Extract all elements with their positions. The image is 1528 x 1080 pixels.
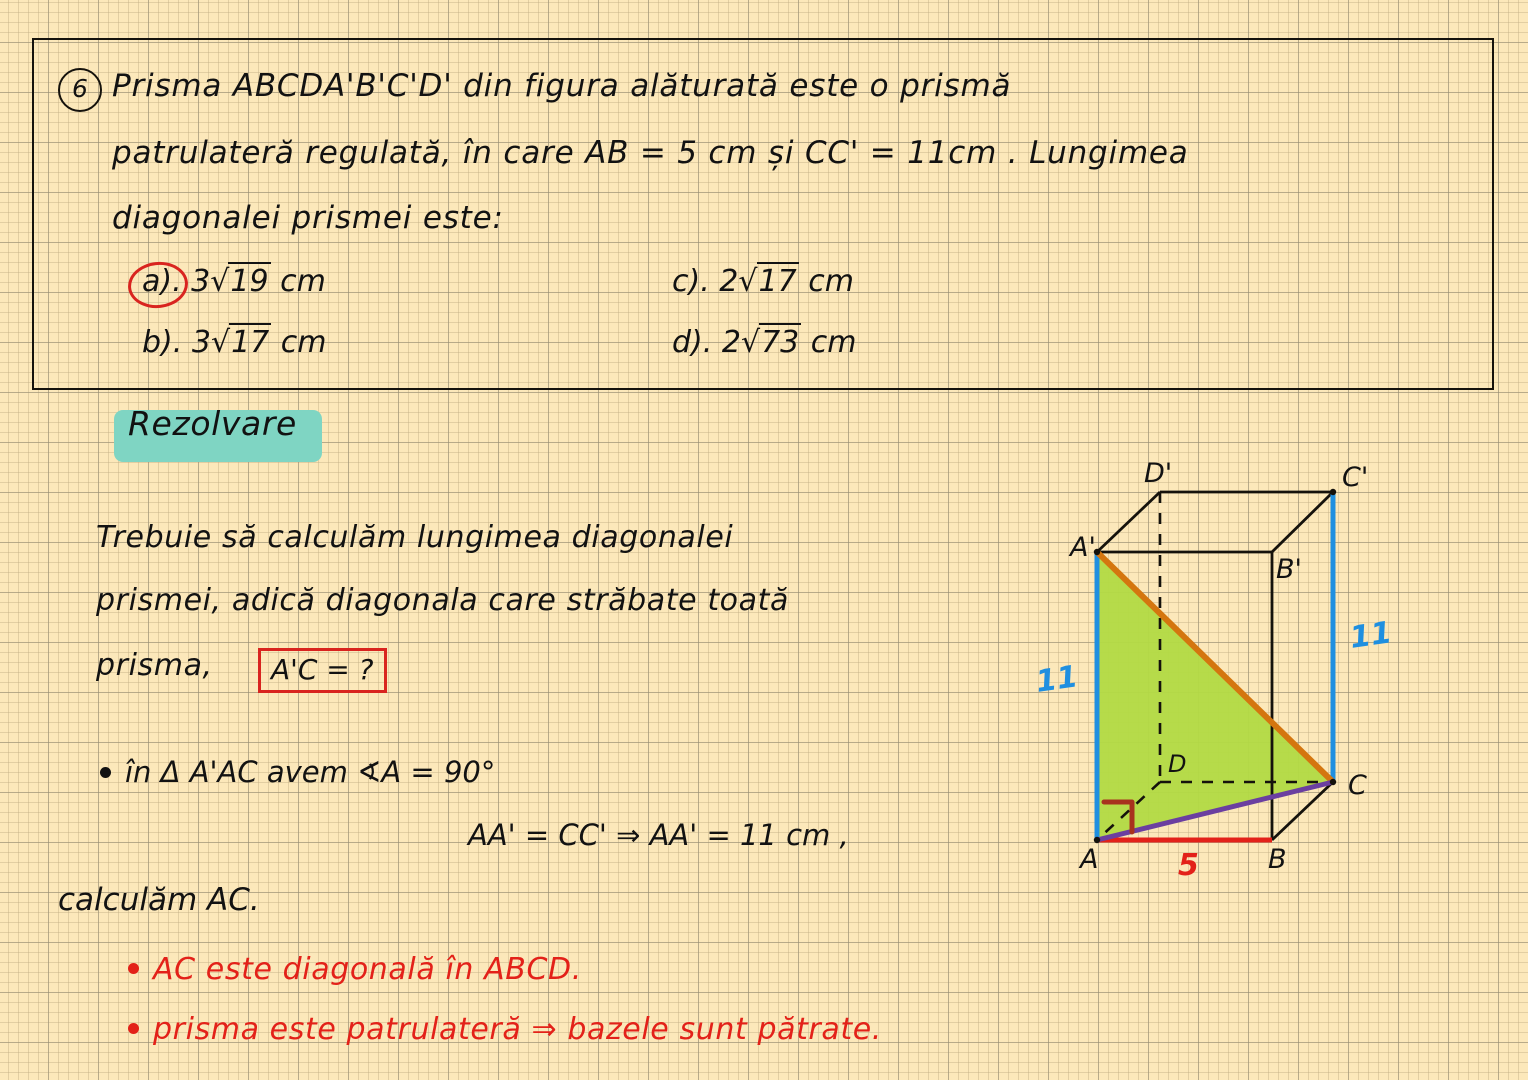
vertex-dot-c-prime [1330, 489, 1336, 495]
option-d-value: 2√73 cm [721, 325, 857, 360]
boxed-question: A'C = ? [258, 648, 387, 693]
equation-aa-prime: AA' = CC' ⇒ AA' = 11 cm , [468, 818, 849, 852]
edge-bp-cp [1272, 492, 1333, 552]
solution-title-text: Rezolvare [128, 404, 297, 443]
triangle-a-prime-a-c-fill [1097, 552, 1333, 840]
label-c-prime: C' [1342, 462, 1369, 493]
option-d-key: d). [672, 325, 713, 360]
statement-line-1: Prisma ABCDA'B'C'D' din figura alăturată este o prismă [112, 68, 1012, 104]
edge-dp-ap [1097, 492, 1160, 552]
bullet-triangle-angle [100, 755, 495, 789]
option-c-value: 2√17 cm [719, 264, 854, 299]
measure-base-edge: 5 [1178, 848, 1199, 883]
red-bullet-2-text: prisma este patrulateră ⇒ bazele sunt pătrate. [153, 1012, 882, 1047]
option-b[interactable] [142, 323, 327, 360]
option-a[interactable] [142, 262, 326, 299]
vertex-dot-a [1094, 837, 1100, 843]
bullet-dot-icon [128, 1023, 139, 1034]
option-c[interactable] [672, 262, 854, 299]
option-b-key: b). [142, 325, 183, 360]
label-a-prime: A' [1070, 532, 1096, 563]
measure-height-left: 11 [1033, 659, 1080, 700]
calc-ac-line: calculăm AC. [58, 882, 260, 918]
statement-line-2: patrulateră regulată, în care AB = 5 cm și CC' = 11cm . Lungimea [112, 135, 1189, 171]
question-number: 6 [58, 68, 102, 112]
label-c: C [1348, 770, 1367, 801]
measure-height-right: 11 [1347, 615, 1394, 656]
statement-line-3: diagonalei prismei este: [112, 200, 504, 236]
option-c-key: c). [672, 264, 710, 299]
option-b-value: 3√17 cm [191, 325, 327, 360]
red-bullet-1-text: AC este diagonală în ABCD. [153, 952, 582, 987]
prism-svg [1020, 440, 1500, 890]
label-b-prime: B' [1276, 554, 1302, 585]
solution-line-1: Trebuie să calculăm lungimea diagonalei [96, 520, 734, 555]
label-a: A [1080, 844, 1099, 875]
vertex-dot-c [1330, 779, 1336, 785]
option-a-value: 3√19 cm [191, 264, 326, 299]
label-d: D [1168, 750, 1187, 778]
red-bullet-1 [128, 952, 582, 987]
bullet-dot-icon [128, 963, 139, 974]
red-bullet-2 [128, 1012, 882, 1047]
prism-diagram [1020, 440, 1500, 890]
label-b: B [1268, 844, 1287, 875]
option-a-key: a). [142, 264, 182, 299]
option-d[interactable] [672, 323, 857, 360]
bullet-dot-icon [100, 767, 111, 778]
solution-title [128, 404, 297, 443]
solution-line-2: prismei, adică diagonala care străbate toată [96, 583, 789, 618]
solution-line-3: prisma, [96, 648, 213, 683]
label-d-prime: D' [1144, 458, 1173, 489]
bullet-triangle-angle-text: în Δ A'AC avem ∢A = 90° [125, 755, 496, 789]
